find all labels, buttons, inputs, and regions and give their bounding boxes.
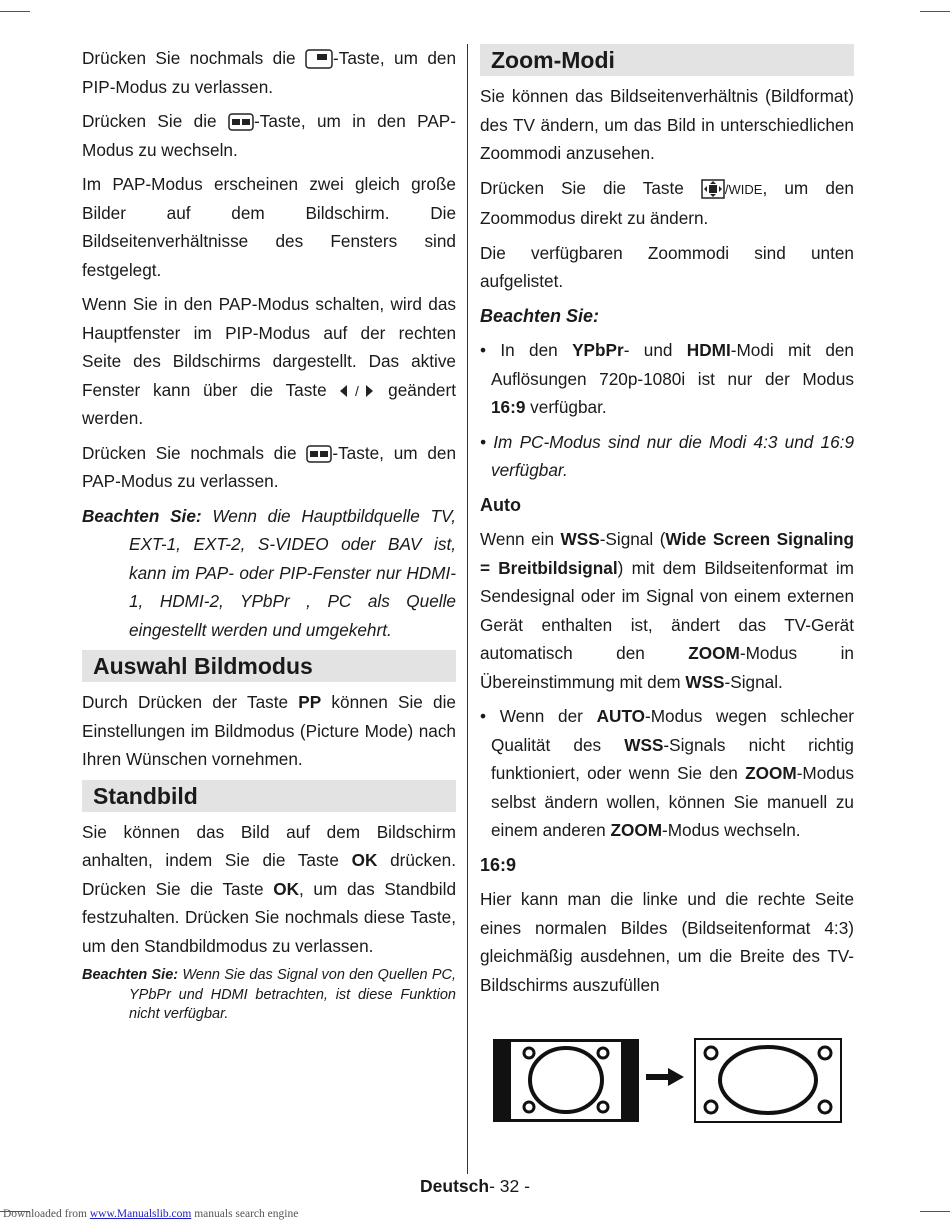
left-column [82,44,456,1031]
paragraph: Sie können das Bild auf dem Bildschirm anhalten, indem Sie die Taste OK drücken. Drücken Sie die Taste OK, um das Standbild festzuhalten. Drücken Sie nochmals diese Taste, um den Standbildmodus zu verlassen. [82,821,457,956]
note-label: Beachten Sie: [480,305,600,326]
pap-key-icon [228,113,254,131]
column-divider [467,44,468,1174]
crop-mark [920,11,950,12]
page-footer [0,1176,950,1197]
footer-language: Deutsch [420,1176,490,1196]
left-right-arrow-icon [339,383,375,399]
paragraph: Hier kann man die linke und die rechte Seite eines normalen Bildes (Bildseitenformat 4:3) gleichmäßig ausdehnen, um die Breite des TV-Bildschirms auszufüllen [480,889,854,995]
paragraph: Drücken Sie nochmals die -Taste, um den PIP-Modus zu verlassen. [82,48,457,97]
pap-key-icon [306,445,332,463]
paragraph: Im PAP-Modus erscheinen zwei gleich große Bilder auf dem Bildschirm. Die Bildseitenverhältnisse des Fensters sind festgelegt. [82,174,456,280]
note-label: Beachten Sie: [82,505,202,526]
right-column [480,44,854,1005]
list-item: • Wenn der AUTO-Modus wegen schlecher Qualität des WSS-Signals nicht richtig funktioniert, oder wenn Sie den ZOOM-Modus selbst ändern wollen, können Sie manuell zu einem anderen ZOOM-Modus wechseln. [480,706,854,840]
paragraph: Drücken Sie nochmals die -Taste, um den PAP-Modus zu verlassen. [82,442,456,491]
list-item: • In den YPbPr- und HDMI-Modi mit den Auflösungen 720p-1080i ist nur der Modus 16:9 verfügbar. [480,340,854,417]
download-note: Downloaded from www.Manualslib.com manuals search engine [3,1208,299,1220]
section-heading-standbild: Standbild [82,780,456,812]
paragraph: Drücken Sie die -Taste, um in den PAP-Modus zu wechseln. [82,111,456,160]
note-label: Beachten Sie: [82,967,179,983]
paragraph: Durch Drücken der Taste PP können Sie die Einstellungen im Bildmodus (Picture Mode) nach Ihren Wünschen vornehmen. [82,692,456,769]
arrow-right-icon [646,1068,684,1086]
paragraph: Wenn ein WSS-Signal (Wide Screen Signaling = Breitbildsignal) mit dem Bildseitenformat im Sendesignal oder im Signal von einem externen Gerät enthalten ist, ändert das TV-Gerät automatisch den ZOOM-Modus in Übereinstimmung mit dem WSS-Signal. [480,529,854,692]
paragraph: Sie können das Bildseitenverhältnis (Bildformat) des TV ändern, um das Bild in unterschiedlichen Zoommodi anzusehen. [480,86,854,163]
subheading-16-9: 16:9 [480,854,517,875]
crop-mark [920,1211,950,1212]
note: Beachten Sie: Wenn die Hauptbildquelle TV, EXT-1, EXT-2, S-VIDEO oder BAV ist, kann im PAP- oder PIP-Fenster nur HDMI-1, HDMI-2, YPbPr , PC als Quelle eingestellt werden und umgekehrt. [82,505,456,640]
wide-key-icon [701,179,725,199]
section-heading-zoom: Zoom-Modi [480,44,854,76]
list-item: • Im PC-Modus sind nur die Modi 4:3 und 16:9 verfügbar. [480,431,854,480]
svg-text:/: / [355,382,360,399]
section-heading-bildmodus: Auswahl Bildmodus [82,650,456,682]
subheading-auto: Auto [480,494,521,515]
page-number: - 32 - [489,1176,530,1196]
note: Beachten Sie: Wenn Sie das Signal von den Quellen PC, YPbPr und HDMI betrachten, ist diese Funktion nicht verfügbar. [82,967,456,1022]
screen-16-9-icon [695,1039,841,1122]
paragraph: Wenn Sie in den PAP-Modus schalten, wird das Hauptfenster im PIP-Modus auf der rechten Seite des Bildschirms dargestellt. Das aktive Fenster kann über die Taste / geändert werden. [82,294,456,428]
pip-key-icon [305,49,333,69]
zoom-16-9-illustration [492,1038,844,1124]
screen-4-3-icon [493,1039,639,1122]
manualslib-link[interactable]: www.Manualslib.com [89,1208,192,1220]
crop-mark [0,11,30,12]
paragraph: Die verfügbaren Zoommodi sind unten aufgelistet. [480,242,854,291]
paragraph: Drücken Sie die Taste /WIDE, um den Zoommodus direkt zu ändern. [480,177,854,228]
